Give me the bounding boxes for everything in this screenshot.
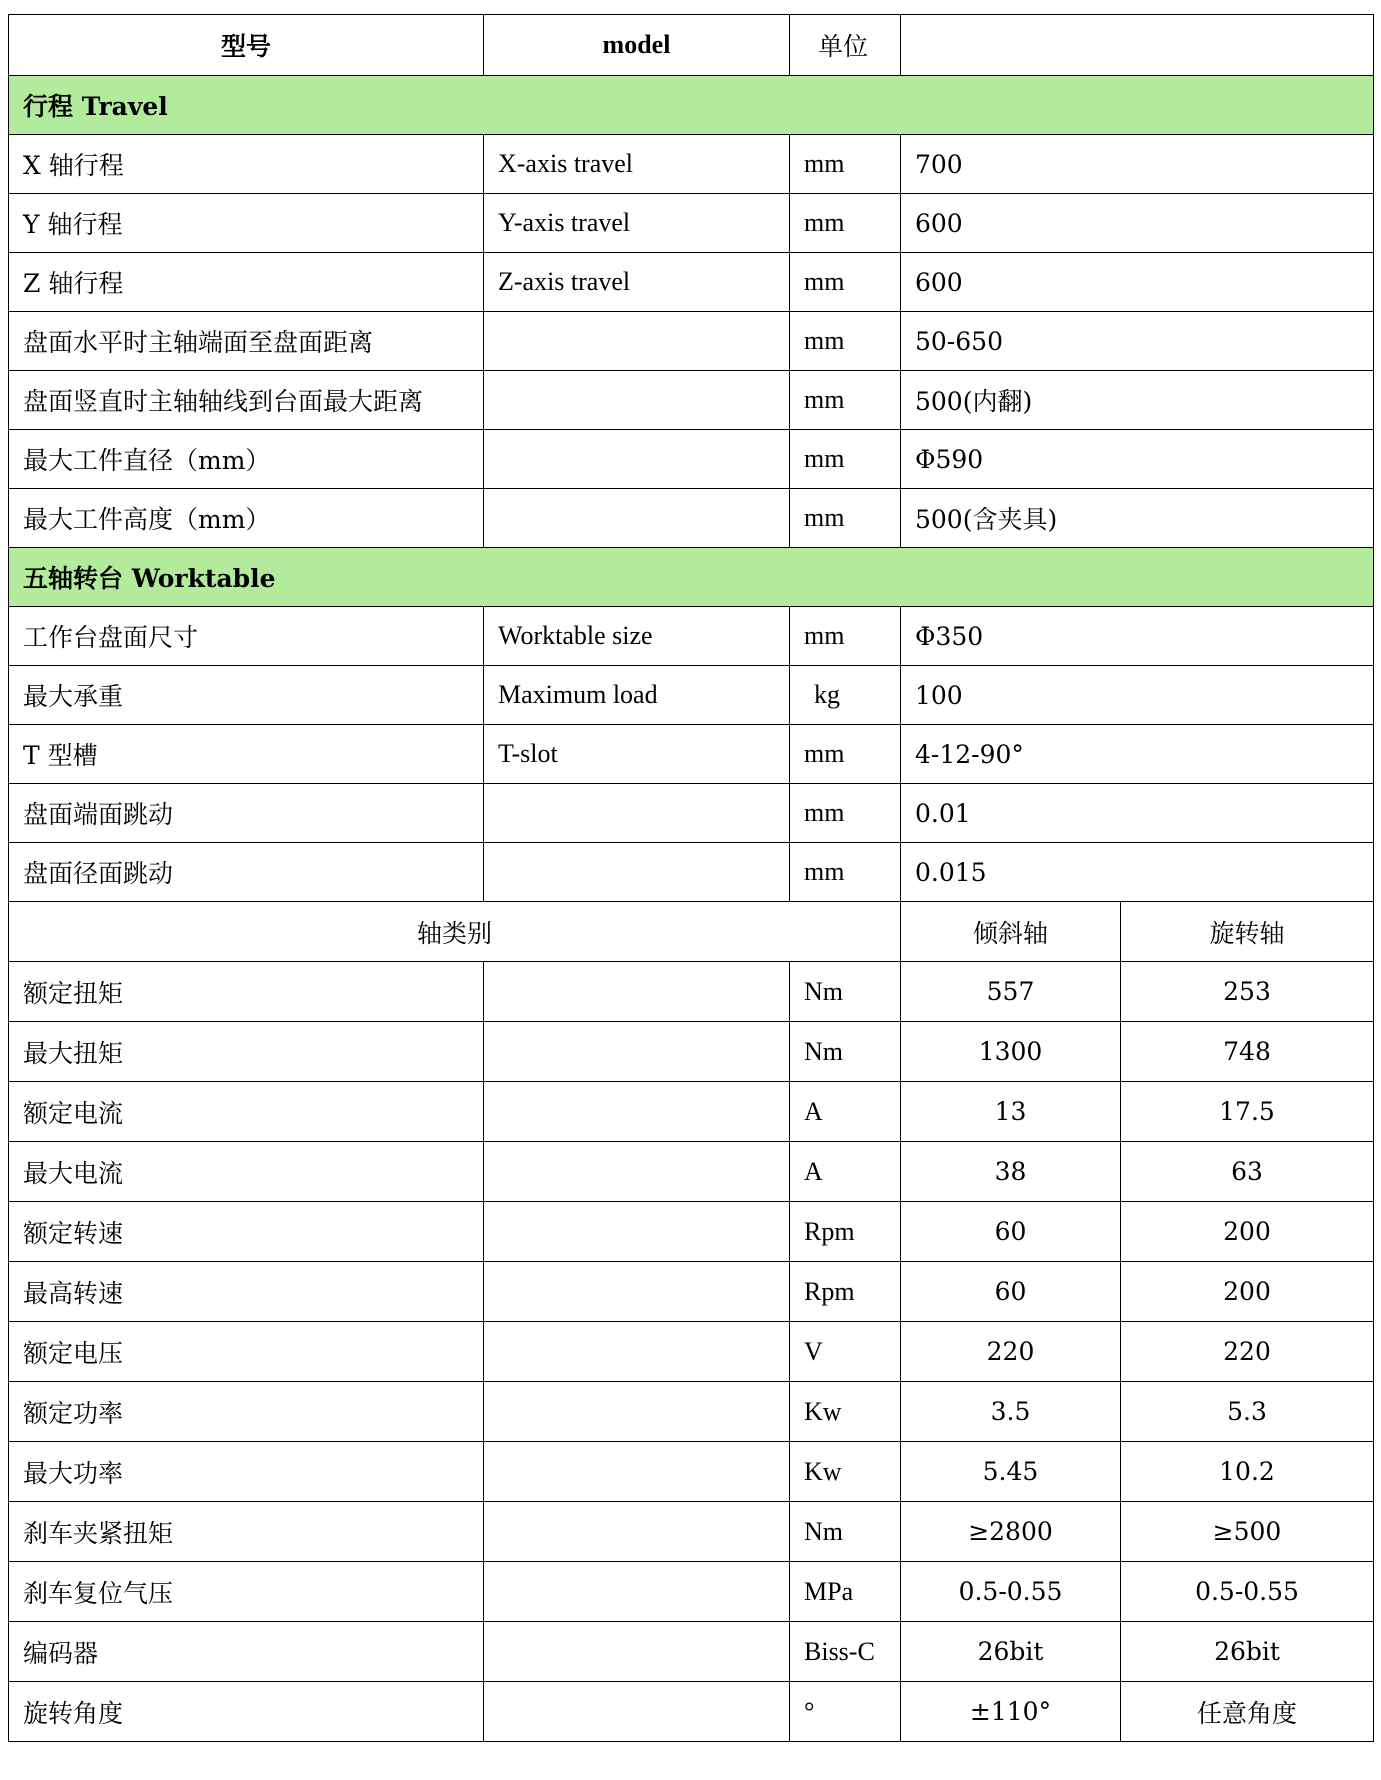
row-unit: Nm	[790, 962, 901, 1022]
row-cn-label: 刹车复位气压	[9, 1562, 484, 1622]
row-value: 500(内翻)	[901, 371, 1374, 430]
row-cn-label: T 型槽	[9, 725, 484, 784]
table-row	[9, 725, 1374, 784]
axis-tilt-label: 倾斜轴	[901, 902, 1121, 962]
row-unit: Kw	[790, 1382, 901, 1442]
row-tilt-value: 3.5	[901, 1382, 1121, 1442]
travel-rows	[9, 135, 1374, 548]
row-tilt-value: 220	[901, 1322, 1121, 1382]
row-en-label	[484, 371, 790, 430]
row-en-empty	[484, 1382, 790, 1442]
section-worktable-title: 五轴转台 Worktable	[9, 548, 1374, 607]
row-unit: mm	[790, 194, 901, 253]
row-unit: mm	[790, 430, 901, 489]
row-unit: Nm	[790, 1022, 901, 1082]
row-cn-label: 最高转速	[9, 1262, 484, 1322]
table-row	[9, 1082, 1374, 1142]
row-rotary-value: 任意角度	[1121, 1682, 1374, 1742]
row-cn-label: Y 轴行程	[9, 194, 484, 253]
row-unit: °	[790, 1682, 901, 1742]
row-rotary-value: 5.3	[1121, 1382, 1374, 1442]
row-en-label	[484, 489, 790, 548]
row-unit: Kw	[790, 1442, 901, 1502]
row-cn-label: 最大工件高度（mm）	[9, 489, 484, 548]
table-row	[9, 1562, 1374, 1622]
header-type: 型号	[9, 15, 484, 76]
row-cn-label: 额定电流	[9, 1082, 484, 1142]
row-cn-label: 最大扭矩	[9, 1022, 484, 1082]
row-unit: MPa	[790, 1562, 901, 1622]
row-cn-label: Z 轴行程	[9, 253, 484, 312]
row-tilt-value: 60	[901, 1262, 1121, 1322]
row-rotary-value: 253	[1121, 962, 1374, 1022]
row-en-label	[484, 312, 790, 371]
row-en-label: Z-axis travel	[484, 253, 790, 312]
row-unit: mm	[790, 725, 901, 784]
table-row	[9, 194, 1374, 253]
row-rotary-value: 748	[1121, 1022, 1374, 1082]
row-unit: mm	[790, 489, 901, 548]
row-en-label: T-slot	[484, 725, 790, 784]
section-travel-row	[9, 76, 1374, 135]
row-unit: Biss-C	[790, 1622, 901, 1682]
row-cn-label: 额定电压	[9, 1322, 484, 1382]
row-en-empty	[484, 1682, 790, 1742]
row-cn-label: 编码器	[9, 1622, 484, 1682]
row-en-label: Worktable size	[484, 607, 790, 666]
axis-header-row	[9, 902, 1374, 962]
row-cn-label: 最大电流	[9, 1142, 484, 1202]
row-rotary-value: 17.5	[1121, 1082, 1374, 1142]
row-cn-label: 最大功率	[9, 1442, 484, 1502]
row-en-empty	[484, 1202, 790, 1262]
row-unit: Rpm	[790, 1202, 901, 1262]
row-en-empty	[484, 1262, 790, 1322]
table-row	[9, 430, 1374, 489]
row-cn-label: X 轴行程	[9, 135, 484, 194]
row-cn-label: 额定转速	[9, 1202, 484, 1262]
row-value: Φ350	[901, 607, 1374, 666]
row-unit: A	[790, 1142, 901, 1202]
row-tilt-value: 26bit	[901, 1622, 1121, 1682]
row-unit: A	[790, 1082, 901, 1142]
row-en-empty	[484, 1562, 790, 1622]
table-row	[9, 135, 1374, 194]
row-rotary-value: 10.2	[1121, 1442, 1374, 1502]
row-en-label: Y-axis travel	[484, 194, 790, 253]
row-rotary-value: 63	[1121, 1142, 1374, 1202]
row-value: 50-650	[901, 312, 1374, 371]
row-rotary-value: ≥500	[1121, 1502, 1374, 1562]
row-rotary-value: 200	[1121, 1202, 1374, 1262]
row-tilt-value: 0.5-0.55	[901, 1562, 1121, 1622]
row-value: 700	[901, 135, 1374, 194]
row-tilt-value: 38	[901, 1142, 1121, 1202]
row-tilt-value: 1300	[901, 1022, 1121, 1082]
row-tilt-value: ±110°	[901, 1682, 1121, 1742]
row-cn-label: 最大承重	[9, 666, 484, 725]
row-en-label	[484, 784, 790, 843]
row-unit: mm	[790, 784, 901, 843]
row-tilt-value: 557	[901, 962, 1121, 1022]
table-row	[9, 962, 1374, 1022]
row-en-empty	[484, 962, 790, 1022]
axis-rotary-label: 旋转轴	[1121, 902, 1374, 962]
axis-category-label: 轴类别	[9, 902, 901, 962]
table-row	[9, 1142, 1374, 1202]
table-row	[9, 843, 1374, 902]
table-row	[9, 1202, 1374, 1262]
row-value: 0.01	[901, 784, 1374, 843]
row-en-label: Maximum load	[484, 666, 790, 725]
row-unit: kg	[790, 666, 901, 725]
header-unit: 单位	[790, 15, 901, 76]
row-rotary-value: 220	[1121, 1322, 1374, 1382]
row-unit: Nm	[790, 1502, 901, 1562]
row-tilt-value: 5.45	[901, 1442, 1121, 1502]
row-cn-label: 最大工件直径（mm）	[9, 430, 484, 489]
row-unit: mm	[790, 253, 901, 312]
row-rotary-value: 26bit	[1121, 1622, 1374, 1682]
header-value	[901, 15, 1374, 76]
row-en-empty	[484, 1442, 790, 1502]
row-tilt-value: ≥2800	[901, 1502, 1121, 1562]
row-value: Φ590	[901, 430, 1374, 489]
row-en-empty	[484, 1502, 790, 1562]
row-cn-label: 刹车夹紧扭矩	[9, 1502, 484, 1562]
row-unit: Rpm	[790, 1262, 901, 1322]
section-worktable-row	[9, 548, 1374, 607]
table-row	[9, 1322, 1374, 1382]
row-tilt-value: 13	[901, 1082, 1121, 1142]
row-rotary-value: 0.5-0.55	[1121, 1562, 1374, 1622]
header-model: model	[484, 15, 790, 76]
row-unit: mm	[790, 371, 901, 430]
row-en-empty	[484, 1322, 790, 1382]
table-row	[9, 253, 1374, 312]
table-row	[9, 607, 1374, 666]
row-value: 4-12-90°	[901, 725, 1374, 784]
table-row	[9, 489, 1374, 548]
row-cn-label: 盘面端面跳动	[9, 784, 484, 843]
row-value: 100	[901, 666, 1374, 725]
row-unit: V	[790, 1322, 901, 1382]
table-row	[9, 1262, 1374, 1322]
table-row	[9, 1682, 1374, 1742]
row-cn-label: 盘面竖直时主轴轴线到台面最大距离	[9, 371, 484, 430]
row-cn-label: 旋转角度	[9, 1682, 484, 1742]
table-row	[9, 1502, 1374, 1562]
row-tilt-value: 60	[901, 1202, 1121, 1262]
row-cn-label: 盘面水平时主轴端面至盘面距离	[9, 312, 484, 371]
table-row	[9, 1382, 1374, 1442]
row-value: 600	[901, 194, 1374, 253]
row-unit: mm	[790, 843, 901, 902]
table-row	[9, 312, 1374, 371]
row-value: 0.015	[901, 843, 1374, 902]
row-cn-label: 盘面径面跳动	[9, 843, 484, 902]
row-rotary-value: 200	[1121, 1262, 1374, 1322]
row-en-empty	[484, 1622, 790, 1682]
row-en-empty	[484, 1022, 790, 1082]
table-row	[9, 1622, 1374, 1682]
axis-rows	[9, 962, 1374, 1742]
row-cn-label: 额定扭矩	[9, 962, 484, 1022]
section-travel-title: 行程 Travel	[9, 76, 1374, 135]
table-row	[9, 666, 1374, 725]
row-unit: mm	[790, 607, 901, 666]
row-cn-label: 工作台盘面尺寸	[9, 607, 484, 666]
table-row	[9, 1442, 1374, 1502]
row-value: 600	[901, 253, 1374, 312]
table-row	[9, 784, 1374, 843]
worktable-rows	[9, 607, 1374, 902]
header-row	[9, 15, 1374, 76]
row-value: 500(含夹具)	[901, 489, 1374, 548]
row-unit: mm	[790, 135, 901, 194]
row-en-empty	[484, 1082, 790, 1142]
row-en-label: X-axis travel	[484, 135, 790, 194]
table-row	[9, 1022, 1374, 1082]
spec-table	[8, 14, 1374, 1742]
row-en-label	[484, 843, 790, 902]
row-cn-label: 额定功率	[9, 1382, 484, 1442]
row-en-empty	[484, 1142, 790, 1202]
row-unit: mm	[790, 312, 901, 371]
row-en-label	[484, 430, 790, 489]
table-row	[9, 371, 1374, 430]
